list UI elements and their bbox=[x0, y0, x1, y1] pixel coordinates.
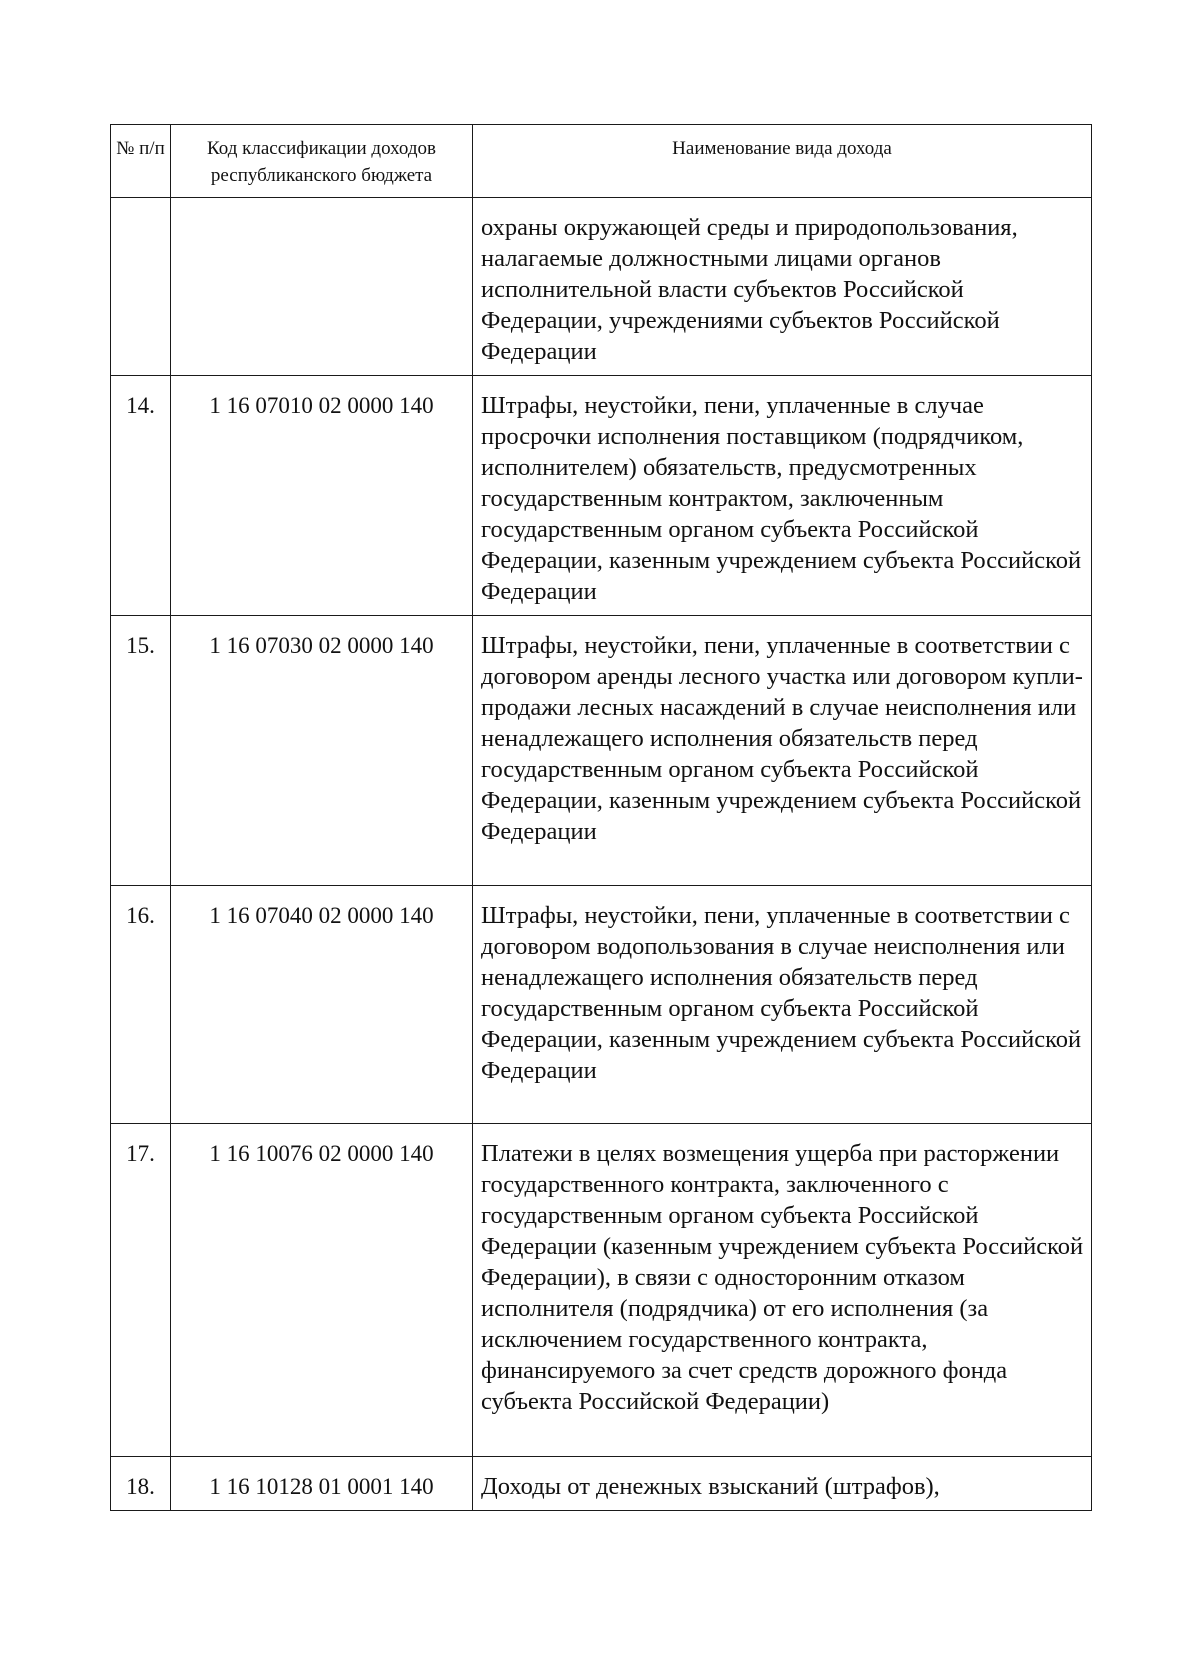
table-header bbox=[111, 125, 1092, 198]
row-num: 18. bbox=[111, 1457, 171, 1511]
table-row-15 bbox=[111, 616, 1092, 886]
header-num: № п/п bbox=[111, 125, 171, 198]
table-row-continuation bbox=[111, 198, 1092, 376]
header-code: Код классификации доходов республиканского бюджета bbox=[171, 125, 473, 198]
row-num: 16. bbox=[111, 886, 171, 1124]
row-num: 17. bbox=[111, 1124, 171, 1457]
row-name: Штрафы, неустойки, пени, уплаченные в случае просрочки исполнения поставщиком (подрядчиком, исполнителем) обязательств, предусмотренных государственным контрактом, заключенным государственным органом субъекта Российской Федерации, казенным учреждением субъекта Российской Федерации bbox=[473, 376, 1092, 616]
table-body bbox=[111, 198, 1092, 1511]
row-name: Штрафы, неустойки, пени, уплаченные в соответствии с договором водопользования в случае неисполнения или ненадлежащего исполнения обязательств перед государственным органом субъекта Российской Федерации, казенным учреждением субъекта Российской Федерации bbox=[473, 886, 1092, 1124]
table-row-14 bbox=[111, 376, 1092, 616]
row-code bbox=[171, 198, 473, 376]
row-code: 1 16 10076 02 0000 140 bbox=[171, 1124, 473, 1457]
row-name: Штрафы, неустойки, пени, уплаченные в соответствии с договором аренды лесного участка или договором купли-продажи лесных насаждений в случае неисполнения или ненадлежащего исполнения обязательств перед государственным органом субъекта Российской Федерации, казенным учреждением субъекта Российской Федерации bbox=[473, 616, 1092, 886]
income-classification-table bbox=[110, 124, 1092, 1511]
row-name: охраны окружающей среды и природопользования, налагаемые должностными лицами органов исполнительной власти субъектов Российской Федерации, учреждениями субъектов Российской Федерации bbox=[473, 198, 1092, 376]
row-num: 14. bbox=[111, 376, 171, 616]
header-name: Наименование вида дохода bbox=[473, 125, 1092, 198]
row-code: 1 16 07010 02 0000 140 bbox=[171, 376, 473, 616]
row-name: Доходы от денежных взысканий (штрафов), bbox=[473, 1457, 1092, 1511]
table-row-17 bbox=[111, 1124, 1092, 1457]
row-code: 1 16 10128 01 0001 140 bbox=[171, 1457, 473, 1511]
row-name: Платежи в целях возмещения ущерба при расторжении государственного контракта, заключенного с государственным органом субъекта Российской Федерации (казенным учреждением субъекта Российской Федерации), в связи с односторонним отказом исполнителя (подрядчика) от его исполнения (за исключением государственного контракта, финансируемого за счет средств дорожного фонда субъекта Российской Федерации) bbox=[473, 1124, 1092, 1457]
header-row bbox=[111, 125, 1092, 198]
row-code: 1 16 07040 02 0000 140 bbox=[171, 886, 473, 1124]
row-code: 1 16 07030 02 0000 140 bbox=[171, 616, 473, 886]
table-row-18 bbox=[111, 1457, 1092, 1511]
row-num: 15. bbox=[111, 616, 171, 886]
table-row-16 bbox=[111, 886, 1092, 1124]
row-num bbox=[111, 198, 171, 376]
